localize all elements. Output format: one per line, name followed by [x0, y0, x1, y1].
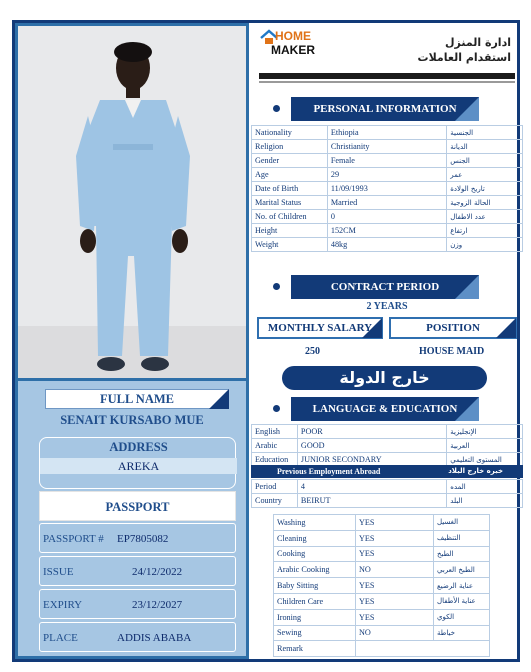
left-column — [15, 23, 249, 659]
passport-number-row — [39, 523, 236, 553]
skill-row — [274, 609, 490, 625]
language-table — [251, 424, 523, 467]
left-info-panel — [18, 381, 246, 656]
skill-row-arabic-label: عناية الأطفال — [434, 593, 490, 609]
skill-row-value: YES — [356, 609, 434, 625]
personal-info-row-value: Christianity — [327, 140, 446, 154]
address-box — [39, 437, 236, 489]
personal-info-row — [252, 238, 523, 252]
personal-info-row — [252, 154, 523, 168]
skill-row-value: NO — [356, 562, 434, 578]
personal-info-row-arabic-label: عدد الاطفال — [447, 210, 523, 224]
previous-employment-heading — [251, 465, 523, 478]
personal-info-title: PERSONAL INFORMATION — [313, 103, 457, 115]
previous-employment-row-value: BEIRUT — [297, 494, 446, 508]
skill-row — [274, 562, 490, 578]
header-rule-thin — [259, 81, 515, 83]
full-name-value: SENAIT KURSABO MUE — [60, 413, 204, 427]
language-title: LANGUAGE & EDUCATION — [312, 403, 458, 415]
skill-row-arabic-label: التنظيف — [434, 530, 490, 546]
previous-employment-row — [252, 494, 523, 508]
address-label: ADDRESS — [109, 440, 168, 454]
skill-row-label: Baby Sitting — [274, 578, 356, 594]
personal-info-row — [252, 168, 523, 182]
logo-maker-text: MAKER — [271, 43, 315, 57]
skill-row-arabic-label: الطبخ العربي — [434, 562, 490, 578]
language-row-label: English — [252, 425, 298, 439]
personal-info-table — [251, 125, 523, 252]
personal-info-heading — [291, 97, 479, 121]
personal-info-row-arabic-label: وزن — [447, 238, 523, 252]
personal-info-row — [252, 210, 523, 224]
cv-page — [12, 20, 520, 662]
personal-info-row-arabic-label: الجنسية — [447, 126, 523, 140]
personal-info-row-label: Date of Birth — [252, 182, 328, 196]
position-label: POSITION — [426, 322, 480, 334]
personal-info-row-label: Height — [252, 224, 328, 238]
remark-row — [274, 641, 490, 657]
skill-row-label: Cooking — [274, 546, 356, 562]
personal-info-row-arabic-label: تاريخ الولادة — [447, 182, 523, 196]
personal-info-row-arabic-label: الديانة — [447, 140, 523, 154]
skill-row — [274, 625, 490, 641]
language-row-value: JUNIOR SECONDARY — [297, 453, 446, 467]
bullet-icon — [273, 105, 280, 112]
language-row — [252, 425, 523, 439]
language-row-arabic-label: العربية — [447, 439, 523, 453]
passport-expiry-row — [39, 589, 236, 619]
personal-info-row-label: Marital Status — [252, 196, 328, 210]
arabic-company-name — [418, 35, 511, 65]
skill-row — [274, 593, 490, 609]
contract-period-value: 2 YEARS — [366, 301, 408, 312]
position-value: HOUSE MAID — [419, 346, 485, 357]
monthly-salary-value: 250 — [305, 346, 320, 357]
skill-row-value: NO — [356, 625, 434, 641]
monthly-salary-label-box — [257, 317, 383, 339]
skill-row — [274, 515, 490, 531]
passport-heading: PASSPORT — [39, 491, 236, 521]
previous-employment-row-arabic-label: البلد — [447, 494, 523, 508]
language-row-label: Education — [252, 453, 298, 467]
bullet-icon — [273, 283, 280, 290]
personal-info-row — [252, 224, 523, 238]
passport-issue-row — [39, 556, 236, 586]
corner-triangle-icon — [496, 318, 516, 338]
contract-heading — [291, 275, 479, 299]
personal-info-row-value: 152CM — [327, 224, 446, 238]
language-heading — [291, 397, 479, 421]
personal-info-row-arabic-label: ارتفاع — [447, 224, 523, 238]
skill-row-value: YES — [356, 578, 434, 594]
candidate-photo — [18, 26, 246, 378]
personal-info-row-label: Nationality — [252, 126, 328, 140]
personal-info-row-value: 0 — [327, 210, 446, 224]
header-rule-thick — [259, 73, 515, 79]
corner-triangle-icon — [455, 97, 479, 121]
full-name-label-box — [45, 389, 229, 409]
address-value: AREKA — [40, 458, 237, 474]
language-row — [252, 439, 523, 453]
language-row-arabic-label: المستوى التعليمي — [447, 453, 523, 467]
personal-info-row-arabic-label: الحالة الزوجية — [447, 196, 523, 210]
personal-info-row-label: Age — [252, 168, 328, 182]
skill-row-value: YES — [356, 546, 434, 562]
skill-row-value: YES — [356, 515, 434, 531]
previous-employment-row-label: Country — [252, 494, 298, 508]
skill-row-label: Ironing — [274, 609, 356, 625]
corner-triangle-icon — [455, 275, 479, 299]
language-row-value: GOOD — [297, 439, 446, 453]
passport-place-row — [39, 622, 236, 652]
previous-employment-table — [251, 479, 523, 508]
skill-row-arabic-label: الطبخ — [434, 546, 490, 562]
skills-table — [273, 514, 490, 657]
right-column — [251, 23, 523, 659]
personal-info-row-label: No. of Children — [252, 210, 328, 224]
skill-row-label: Sewing — [274, 625, 356, 641]
passport-place-value: ADDIS ABABA — [117, 632, 192, 644]
skill-row-arabic-label: الغسيل — [434, 515, 490, 531]
personal-info-row-label: Gender — [252, 154, 328, 168]
personal-info-row — [252, 126, 523, 140]
previous-employment-row-value: 4 — [297, 480, 446, 494]
skill-row-label: Arabic Cooking — [274, 562, 356, 578]
passport-expiry-label: EXPIRY — [43, 599, 83, 611]
skill-row-label: Children Care — [274, 593, 356, 609]
arabic-line-2: استقدام العاملات — [417, 51, 511, 64]
skill-row — [274, 546, 490, 562]
language-row-value: POOR — [297, 425, 446, 439]
previous-employment-row-label: Period — [252, 480, 298, 494]
personal-info-row-value: 11/09/1993 — [327, 182, 446, 196]
passport-issue-label: ISSUE — [43, 566, 74, 578]
personal-info-row — [252, 182, 523, 196]
personal-info-row-label: Weight — [252, 238, 328, 252]
position-label-box — [389, 317, 517, 339]
skill-row — [274, 578, 490, 594]
monthly-salary-label: MONTHLY SALARY — [267, 322, 373, 334]
corner-triangle-icon — [362, 318, 382, 338]
personal-info-row-value: 48kg — [327, 238, 446, 252]
bullet-icon — [273, 405, 280, 412]
personal-info-row-value: Married — [327, 196, 446, 210]
skill-row-arabic-label: الكوي — [434, 609, 490, 625]
corner-triangle-icon — [209, 389, 229, 409]
personal-info-row-arabic-label: الجنس — [447, 154, 523, 168]
skill-row-label: Cleaning — [274, 530, 356, 546]
passport-number-label: PASSPORT # — [43, 533, 104, 545]
previous-employment-title-ar: خبره خارج البلاد — [448, 467, 503, 475]
previous-employment-title: Previous Employment Abroad — [277, 467, 381, 476]
previous-employment-row-arabic-label: المده — [447, 480, 523, 494]
skill-row — [274, 530, 490, 546]
skill-row-value: YES — [356, 593, 434, 609]
full-name-label: FULL NAME — [100, 392, 174, 406]
personal-info-row-label: Religion — [252, 140, 328, 154]
skill-row-arabic-label: خياطة — [434, 625, 490, 641]
personal-info-row — [252, 140, 523, 154]
corner-triangle-icon — [455, 397, 479, 421]
personal-info-row — [252, 196, 523, 210]
passport-expiry-value: 23/12/2027 — [132, 599, 183, 611]
personal-info-row-value: Female — [327, 154, 446, 168]
passport-issue-value: 24/12/2022 — [132, 566, 183, 578]
personal-info-row-value: 29 — [327, 168, 446, 182]
personal-info-row-value: Ethiopia — [327, 126, 446, 140]
previous-employment-row — [252, 480, 523, 494]
skill-row-label: Washing — [274, 515, 356, 531]
language-row-label: Arabic — [252, 439, 298, 453]
company-logo — [259, 29, 315, 69]
abroad-banner: خارج الدولة — [282, 366, 487, 390]
arabic-line-1: ادارة المنزل — [445, 36, 511, 49]
language-row-arabic-label: الإنجليزية — [447, 425, 523, 439]
remark-value — [356, 641, 490, 657]
logo-home-text: HOME — [275, 29, 311, 43]
personal-info-row-arabic-label: عمر — [447, 168, 523, 182]
passport-place-label: PLACE — [43, 632, 78, 644]
skill-row-arabic-label: عناية الرضيع — [434, 578, 490, 594]
skill-row-value: YES — [356, 530, 434, 546]
remark-label: Remark — [274, 641, 356, 657]
passport-number-value: EP7805082 — [117, 533, 169, 545]
candidate-figure — [18, 26, 246, 378]
contract-title: CONTRACT PERIOD — [330, 281, 440, 293]
